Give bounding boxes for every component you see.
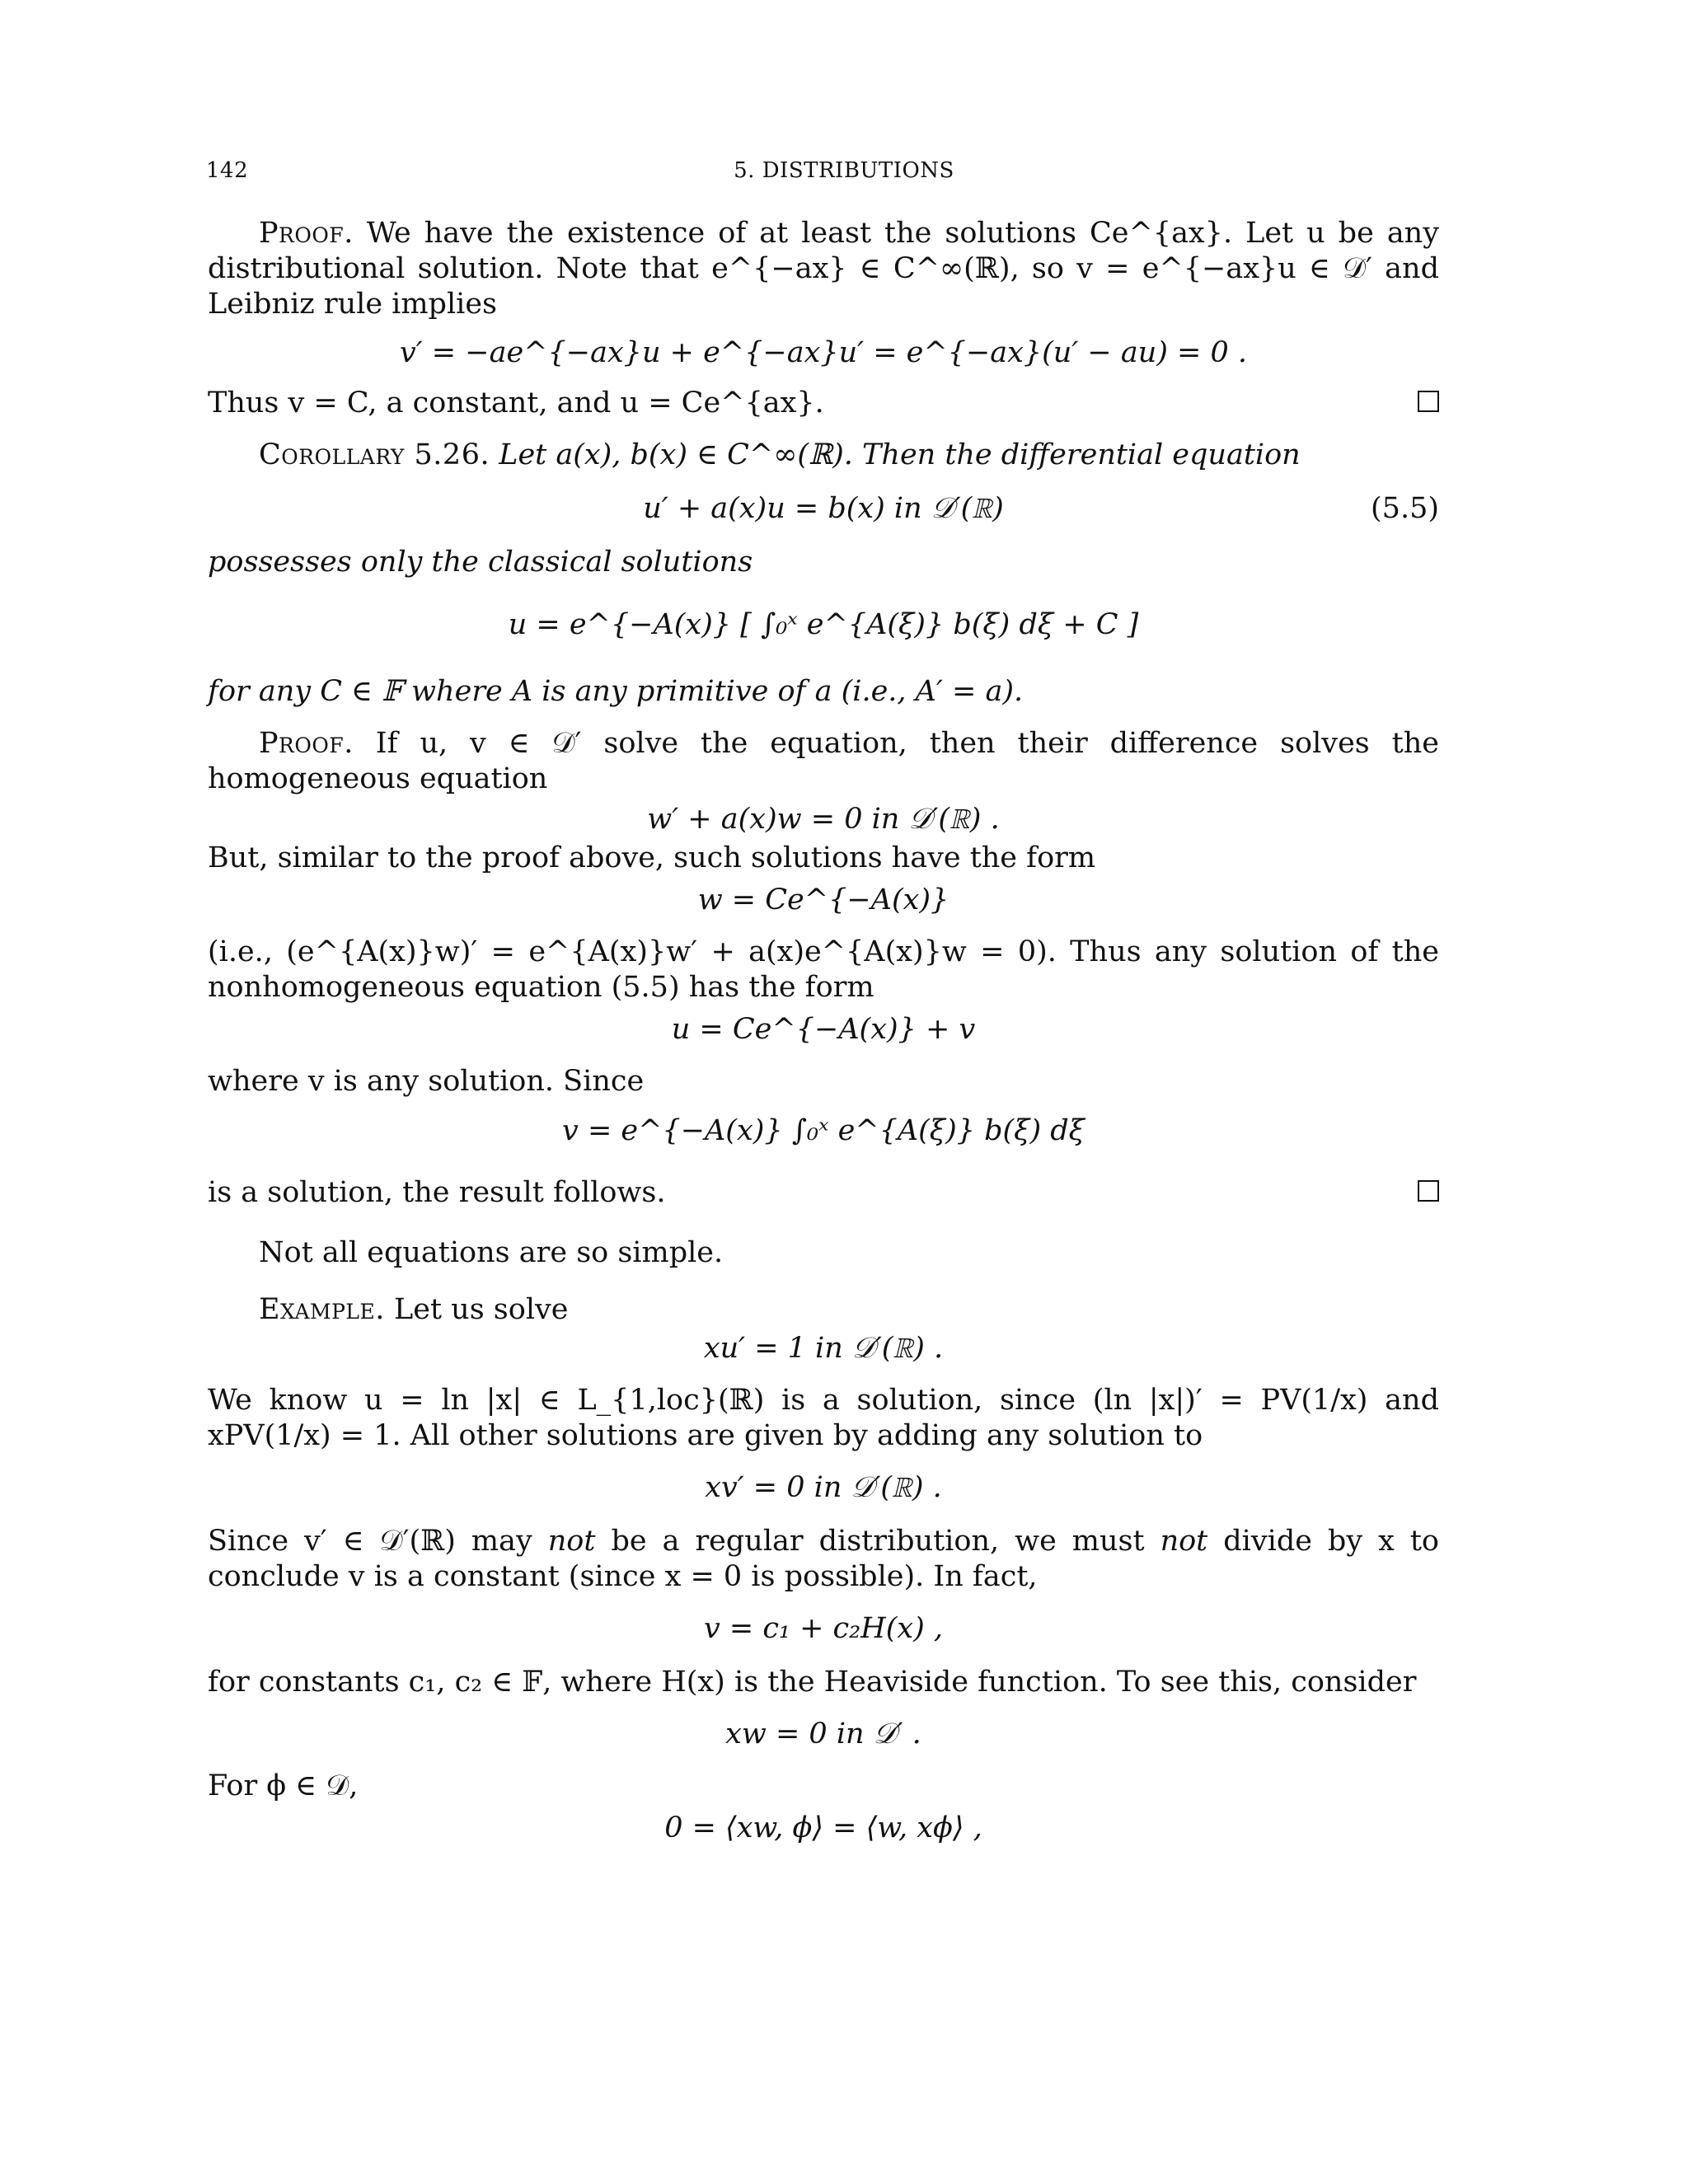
proof-conclusion-text: Thus v = C, a constant, and u = Ce^{ax}. <box>208 387 824 419</box>
proof-label: Proof. <box>259 217 354 250</box>
example-text-3 <box>208 1524 1439 1595</box>
proof-text-2: If u, v ∈ 𝒟′ solve the equation, then their difference solves the homogeneous equation <box>208 727 1439 795</box>
example-text: Let us solve <box>384 1293 569 1326</box>
example-text-5: For ϕ ∈ 𝒟, <box>208 1769 359 1802</box>
page-body <box>208 216 1439 1846</box>
example-text-3c: divide by x to conclude v is a constant (since x = 0 is possible). In fact, <box>208 1525 1439 1593</box>
running-header <box>206 158 1482 191</box>
corollary-paragraph <box>208 438 1439 473</box>
example-text-4: for constants c₁, c₂ ∈ 𝔽, where H(x) is the Heaviside function. To see this, consider <box>208 1666 1417 1699</box>
proof-ending-text: is a solution, the result follows. <box>208 1176 666 1209</box>
example-text-3a: Since v′ ∈ 𝒟′(ℝ) may <box>208 1525 548 1558</box>
corollary-continuation: possesses only the classical solutions <box>208 546 753 579</box>
proof-ending <box>208 1175 1439 1211</box>
running-title: 5. DISTRIBUTIONS <box>734 158 954 183</box>
corollary-closing: for any C ∈ 𝔽 where A is any primitive of a (i.e., A′ = a). <box>208 675 1024 708</box>
corollary-label: Corollary 5.26. <box>259 438 490 471</box>
proof-text-similar: But, similar to the proof above, such solutions have the form <box>208 841 1096 874</box>
equation-v-const: v = c₁ + c₂H(x) , <box>703 1612 943 1645</box>
proof-text: We have the existence of at least the solutions Ce^{ax}. Let u be any distributional solution. Note that e^{−ax} ∈ C^∞(ℝ), so v = e^{−ax}u ∈ 𝒟′ and Leibniz rule implies <box>208 217 1439 321</box>
proof-label-2: Proof. <box>259 727 354 760</box>
equation-v-prime: v′ = −ae^{−ax}u + e^{−ax}u′ = e^{−ax}(u′ − au) = 0 . <box>399 336 1248 369</box>
emphasis-not: not <box>547 1525 596 1558</box>
qed-square-icon <box>1418 391 1439 412</box>
corollary-text: Let a(x), b(x) ∈ C^∞(ℝ). Then the differential equation <box>490 438 1301 471</box>
proof-text-where: where v is any solution. Since <box>208 1065 645 1098</box>
example-paragraph <box>208 1292 1439 1328</box>
equation-u-solution: u = e^{−A(x)} [ ∫₀ˣ e^{A(ξ)} b(ξ) dξ + C ] <box>508 608 1139 641</box>
equation-pairing: 0 = ⟨xw, ϕ⟩ = ⟨w, xϕ⟩ , <box>664 1811 982 1844</box>
example-label: Example. <box>259 1293 385 1326</box>
equation-v-integral: v = e^{−A(x)} ∫₀ˣ e^{A(ξ)} b(ξ) dξ <box>562 1114 1085 1147</box>
example-text-3b: be a regular distribution, we must <box>595 1525 1160 1558</box>
qed-square-icon <box>1418 1180 1439 1202</box>
example-text-2: We know u = ln |x| ∈ L_{1,loc}(ℝ) is a solution, since (ln |x|)′ = PV(1/x) and xPV(1/x) = 1. All other solutions are given by adding any solution to <box>208 1384 1439 1452</box>
equation-xw: xw = 0 in 𝒟′ . <box>725 1718 921 1750</box>
equation-u-form: u = Ce^{−A(x)} + v <box>671 1013 976 1046</box>
equation-xv: xv′ = 0 in 𝒟′(ℝ) . <box>705 1471 942 1504</box>
proof-conclusion <box>208 386 1439 421</box>
equation-5-5 <box>208 491 1439 527</box>
proof-paragraph <box>208 216 1439 322</box>
equation-w-form: w = Ce^{−A(x)} <box>697 883 950 916</box>
equation-number: (5.5) <box>1371 492 1439 525</box>
page-number: 142 <box>206 158 249 183</box>
equation-xu: xu′ = 1 in 𝒟′(ℝ) . <box>703 1332 944 1365</box>
emphasis-not: not <box>1160 1525 1208 1558</box>
proof-paragraph-2 <box>208 726 1439 797</box>
simple-paragraph: Not all equations are so simple. <box>259 1236 724 1269</box>
equation-5-5-body: u′ + a(x)u = b(x) in 𝒟′(ℝ) <box>643 492 1004 525</box>
equation-w-homogeneous: w′ + a(x)w = 0 in 𝒟′(ℝ) . <box>647 803 1000 836</box>
proof-text-ie: (i.e., (e^{A(x)}w)′ = e^{A(x)}w′ + a(x)e^{A(x)}w = 0). Thus any solution of the nonhomogeneous equation (5.5) has the form <box>208 935 1439 1004</box>
